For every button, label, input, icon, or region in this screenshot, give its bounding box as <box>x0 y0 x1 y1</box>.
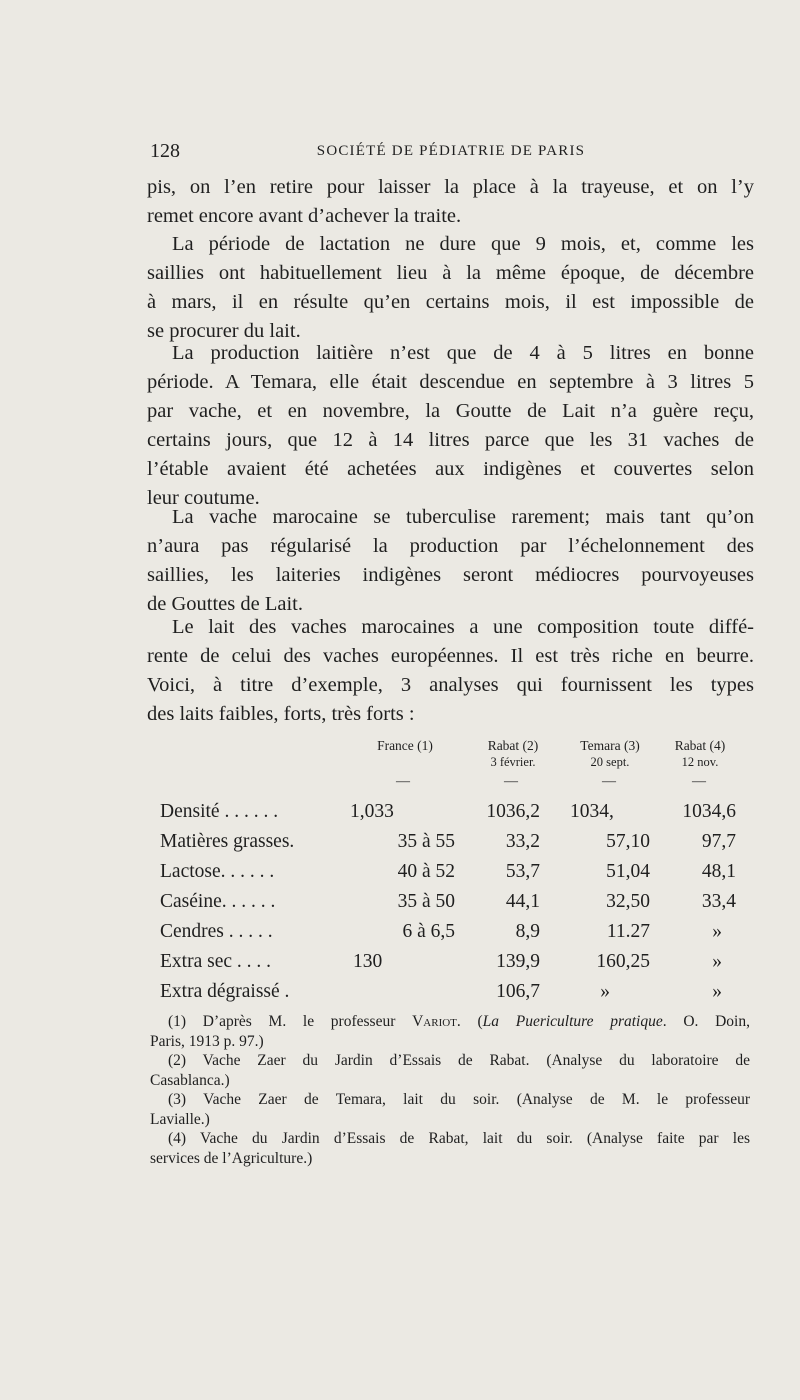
paragraph <box>147 503 754 619</box>
text-line: certains jours, que 12 à 14 litres parce que les 31 vaches de <box>147 429 754 451</box>
cell-temara: 11.27 <box>606 921 650 942</box>
row-label: Extra dégraissé . <box>160 981 290 1002</box>
footnote-4-cont: services de l’Agriculture.) <box>150 1149 313 1167</box>
text-line: saillies, les laiteries indigènes seront médiocres pourvoyeuses <box>147 564 754 586</box>
cell-temara: 32,50 <box>606 891 650 912</box>
cell-rabat: 53,7 <box>505 861 540 882</box>
text-line: par vache, et en novembre, la Goutte de Lait n’a guère reçu, <box>147 400 754 422</box>
row-label: Caséine. . . . . . <box>160 891 276 912</box>
row-label: Extra sec . . . . <box>160 951 272 972</box>
cell-france: 35 à 50 <box>397 891 455 912</box>
text-line: pis, on l’en retire pour laisser la place à la trayeuse, et on l’y <box>147 176 754 198</box>
footnote-book-title: La Puericulture pratique <box>482 1013 663 1030</box>
text-line: La vache marocaine se tuberculise rarement; mais tant qu’on <box>172 506 754 528</box>
row-label: Matières grasses. <box>160 831 295 852</box>
cell-rabat: 8,9 <box>515 921 540 942</box>
row-label: Densité . . . . . . <box>160 801 279 822</box>
page-header <box>150 140 752 168</box>
text-line: leur coutume. <box>147 487 260 509</box>
column-header-label: Temara (3) <box>580 738 640 753</box>
cell-france: 40 à 52 <box>397 861 455 882</box>
column-header <box>468 738 558 770</box>
cell-rabat-nov: 97,7 <box>701 831 736 852</box>
text-line: des laits faibles, forts, très forts : <box>147 703 415 725</box>
cell-rabat-nov: » <box>712 981 722 1002</box>
column-header-label: France (1) <box>377 738 433 753</box>
cell-rabat-nov: 48,1 <box>701 861 736 882</box>
cell-rabat-nov: 33,4 <box>701 891 736 912</box>
cell-temara: 1034, <box>570 801 614 822</box>
paragraph <box>147 173 754 231</box>
cell-temara: » <box>600 981 610 1002</box>
text-line: Le lait des vaches marocaines a une composition toute diffé- <box>172 616 754 638</box>
footnote-2: (2) Vache Zaer du Jardin d’Essais de Rabat. (Analyse du laboratoire de <box>168 1052 750 1069</box>
text-line: n’aura pas régularisé la production par l’échelonnement des <box>147 535 754 557</box>
column-header-label: Rabat (2) <box>487 738 539 753</box>
footnote-author: Variot <box>412 1013 457 1030</box>
cell-rabat: 106,7 <box>496 981 540 1002</box>
text-line: La production laitière n’est que de 4 à 5 litres en bonne <box>172 342 754 364</box>
page-number: 128 <box>150 140 180 162</box>
text-line: de Gouttes de Lait. <box>147 593 303 615</box>
cell-rabat: 44,1 <box>505 891 540 912</box>
cell-france: 6 à 6,5 <box>402 921 455 942</box>
text-line: rente de celui des vaches européennes. Il est très riche en beurre. <box>147 645 754 667</box>
footnote-text: (1) D’après M. le professeur <box>168 1013 413 1030</box>
column-header <box>560 738 660 770</box>
paragraph <box>147 613 754 729</box>
footnote-1-cont: Paris, 1913 p. 97.) <box>150 1032 264 1050</box>
footnote-3-cont: Lavialle.) <box>150 1110 210 1128</box>
text-line: Voici, à titre d’exemple, 3 analyses qui fournissent les types <box>147 674 754 696</box>
cell-temara: 160,25 <box>596 951 650 972</box>
text-line: l’étable avaient été achetées aux indigènes et couvertes selon <box>147 458 754 480</box>
footnote-1 <box>150 1012 750 1032</box>
column-header-label: Rabat (4) <box>674 738 726 753</box>
header-dash: — <box>504 774 518 789</box>
column-header-date: 12 nov. <box>681 755 719 769</box>
cell-temara: 51,04 <box>606 861 650 882</box>
cell-rabat: 33,2 <box>505 831 540 852</box>
footnote-2-cont: Casablanca.) <box>150 1071 230 1089</box>
text-line: remet encore avant d’achever la traite. <box>147 205 462 227</box>
row-label: Cendres . . . . . <box>160 921 273 942</box>
running-title: SOCIÉTÉ DE PÉDIATRIE DE PARIS <box>316 143 586 159</box>
table-row <box>160 947 760 977</box>
cell-rabat-nov: 1034,6 <box>682 801 736 822</box>
column-header-date: 20 sept. <box>590 755 630 769</box>
cell-france: 35 à 55 <box>397 831 455 852</box>
cell-rabat: 139,9 <box>496 951 540 972</box>
text-line: saillies ont habituellement lieu à la même époque, de décembre <box>147 262 754 284</box>
text-line: période. A Temara, elle était descendue en septembre à 3 litres 5 <box>147 371 754 393</box>
cell-rabat-nov: » <box>712 951 722 972</box>
cell-france: 1,033 <box>350 801 394 822</box>
footnote-4: (4) Vache du Jardin d’Essais de Rabat, lait du soir. (Analyse faite par les <box>168 1130 750 1147</box>
header-dash: — <box>396 774 410 789</box>
table-row <box>160 917 760 947</box>
table-row <box>160 977 760 1007</box>
footnotes <box>150 1012 750 1168</box>
cell-rabat-nov: » <box>712 921 722 942</box>
header-dash: — <box>602 774 616 789</box>
footnote-text: . O. Doin, <box>662 1013 750 1030</box>
row-label: Lactose. . . . . . <box>160 861 275 882</box>
cell-temara: 57,10 <box>606 831 650 852</box>
table-row <box>160 857 760 887</box>
footnote-3: (3) Vache Zaer de Temara, lait du soir. (Analyse de M. le professeur <box>168 1091 750 1108</box>
table-row <box>160 827 760 857</box>
text-line: La période de lactation ne dure que 9 mois, et, comme les <box>172 233 754 255</box>
text-line: à mars, il en résulte qu’en certains mois, il est impossible de <box>147 291 754 313</box>
header-dash: — <box>692 774 706 789</box>
text-line: se procurer du lait. <box>147 320 301 342</box>
paragraph <box>147 339 754 513</box>
table-row <box>160 797 760 827</box>
footnote-text: . ( <box>456 1013 483 1030</box>
cell-france: 130 <box>353 951 383 972</box>
table-row <box>160 887 760 917</box>
paragraph <box>147 230 754 346</box>
column-header-date: 3 février. <box>490 755 536 769</box>
column-header <box>350 738 460 754</box>
column-header <box>660 738 740 770</box>
cell-rabat: 1036,2 <box>486 801 540 822</box>
